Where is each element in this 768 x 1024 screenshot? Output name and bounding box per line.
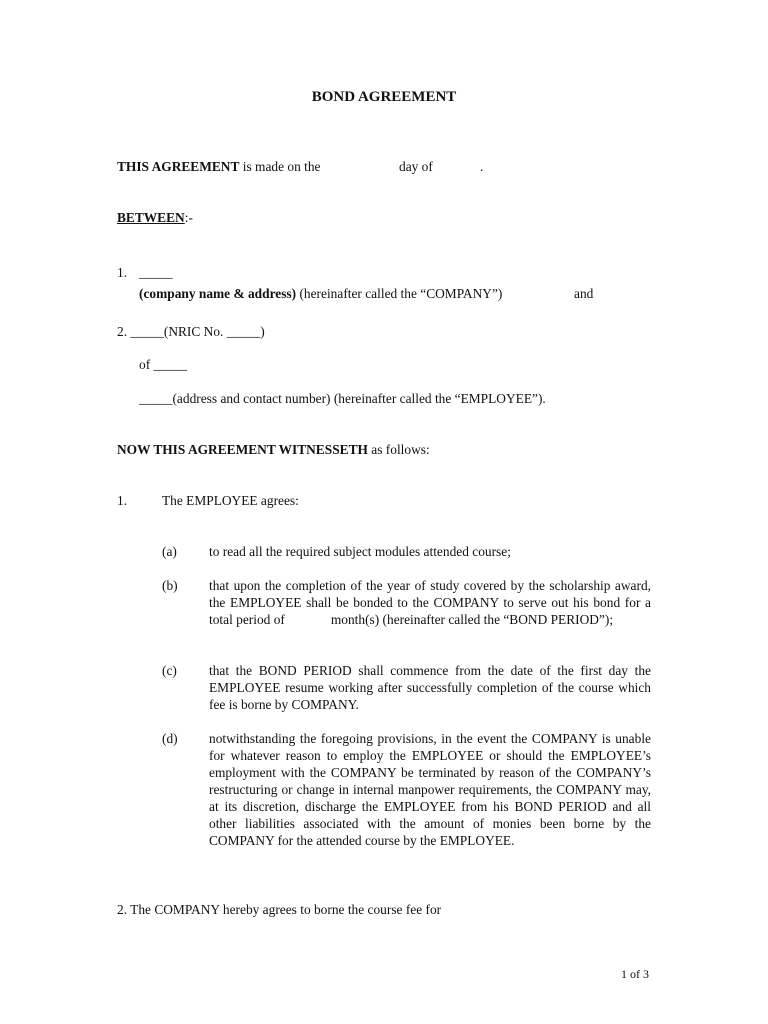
clause1-item-text: notwithstanding the foregoing provisions, in the event the COMPANY is unable for whatever reason to employ the EMPLOYEE or should the EMPLOYEE’s employment with the COMPANY be terminated by reason of the COMPANY’s restructuring or change in internal manpower requirements, the COMPANY may, at its discretion, discharge the EMPLOYEE from his BOND PERIOD and all other liabilities associated with the amount of monies been borne by the COMPANY for the attended course by the EMPLOYEE. [209, 731, 651, 848]
between-heading [117, 209, 193, 226]
intro-text2: day of [399, 159, 433, 174]
party1-bold: (company name & address) [139, 286, 297, 301]
clause1-item-b-after: month(s) (hereinafter called the “BOND PERIOD”); [330, 612, 614, 627]
intro-line [117, 158, 321, 175]
party1-and: and [574, 286, 594, 301]
party2-line2: of _____ [139, 357, 187, 372]
clause2-text: 2. The COMPANY hereby agrees to borne the course fee for [117, 902, 442, 917]
intro-end: . [480, 159, 484, 174]
clause1-item-text: that the BOND PERIOD shall commence from the date of the first day the EMPLOYEE resume working after successfully completion of the course which fee is borne by COMPANY. [209, 663, 651, 712]
clause1-item-label: (c) [162, 663, 177, 678]
clause1-item-b-before: that upon the completion of the year of study covered by the scholarship award, the EMPLOYEE shall be bonded to the COMPANY to serve out his bond for a total period of [209, 578, 651, 627]
clause1-item-label: (d) [162, 731, 178, 746]
page-number: 1 of 3 [621, 967, 649, 981]
clause1-item-text: to read all the required subject modules attended course; [209, 544, 511, 559]
between-suffix: :- [184, 210, 193, 225]
intro-bold: THIS AGREEMENT [117, 159, 240, 174]
party1-number: 1. [117, 265, 128, 280]
clause1-number: 1. [117, 493, 128, 508]
witness-bold: NOW THIS AGREEMENT WITNESSETH [117, 442, 368, 457]
witness-line [117, 441, 430, 458]
party1-line [139, 285, 502, 302]
party2-line1: 2. _____(NRIC No. _____) [117, 324, 265, 339]
clause1-item-label: (b) [162, 578, 178, 593]
witness-text: as follows: [371, 442, 430, 457]
clause1-item-label: (a) [162, 544, 177, 559]
document-title: BOND AGREEMENT [311, 89, 457, 105]
clause1-text: The EMPLOYEE agrees: [162, 493, 299, 508]
party2-line3: _____(address and contact number) (hereinafter called the “EMPLOYEE”). [139, 391, 546, 406]
clause1-item-text [209, 577, 651, 628]
between-label: BETWEEN [117, 210, 185, 225]
party1-blank: _____ [139, 265, 173, 280]
party1-text: (hereinafter called the “COMPANY”) [299, 286, 503, 301]
intro-text1: is made on the [242, 159, 321, 174]
